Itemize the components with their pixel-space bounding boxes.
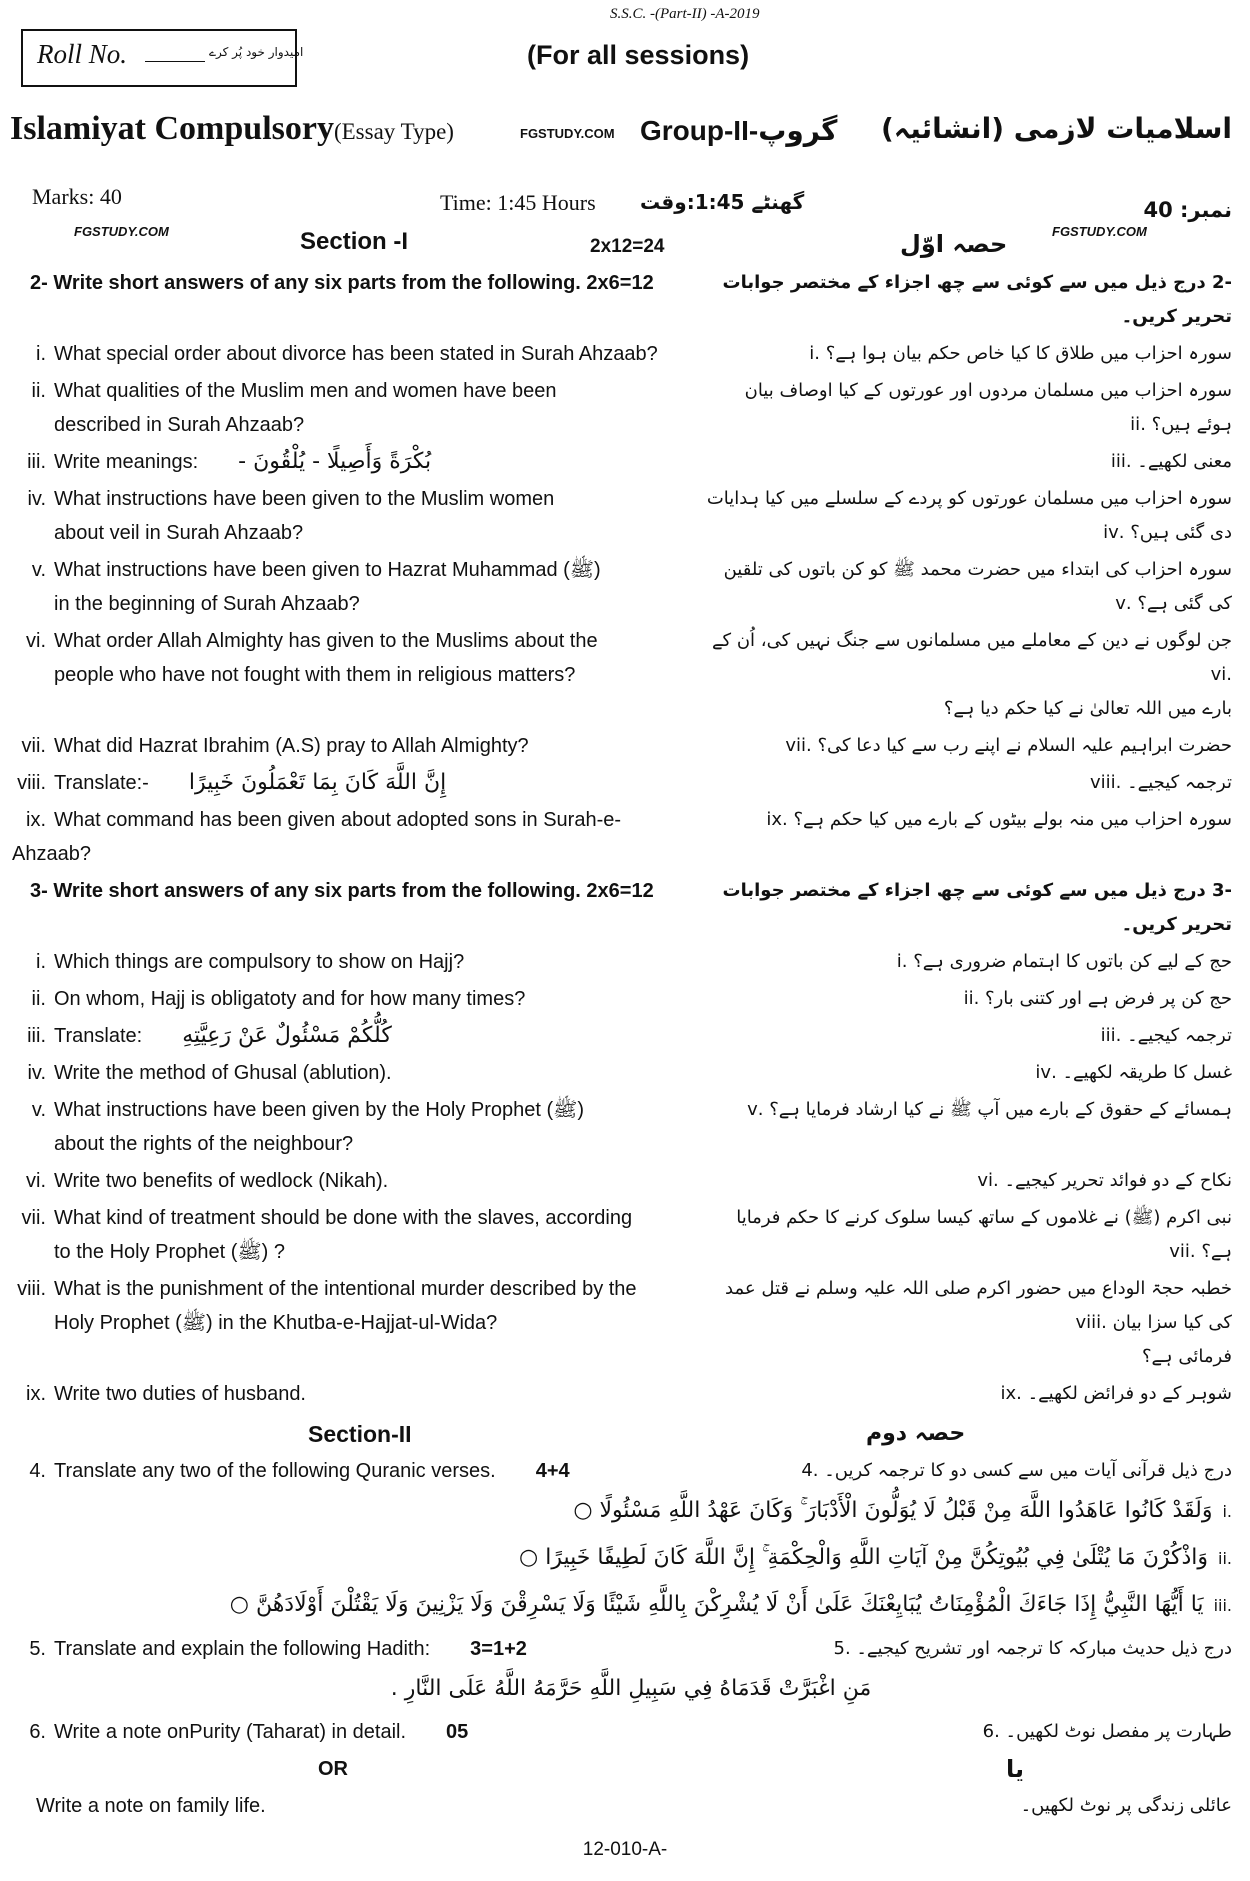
arabic-text: بُكْرَةً وَأَصِيلًا - يُلْقُونَ - xyxy=(238,449,432,474)
item-number: ii. xyxy=(31,380,46,402)
or-label: OR xyxy=(318,1758,348,1780)
sessions-label: (For all sessions) xyxy=(527,40,750,70)
item-number: iv. xyxy=(27,1062,46,1084)
footer-code: 12-010-A- xyxy=(582,1839,668,1860)
question-6-alternative: Write a note on family life. xyxy=(36,1795,266,1817)
question-item xyxy=(0,553,1250,621)
item-urdu xyxy=(706,1272,1250,1374)
item-text-urdu: ترجمہ کیجیے۔ .iii xyxy=(1100,1025,1232,1046)
question-6-urdu: طہارت پر مفصل نوٹ لکھیں۔ .6 xyxy=(982,1721,1232,1742)
item-text-continued: people who have not fought with them in religious matters? xyxy=(54,664,576,686)
question-6-title xyxy=(0,1715,690,1749)
item-urdu xyxy=(706,1093,1250,1127)
hadith-text: مَنِ اغْبَرَّتْ قَدَمَاهُ فِي سَبِيلِ اللَّهِ حَرَّمَهُ اللَّهُ عَلَى النَّارِ . xyxy=(390,1676,872,1701)
q3-header xyxy=(0,874,1250,942)
item-urdu xyxy=(706,1164,1250,1198)
question-item xyxy=(0,945,1250,979)
q3-title-urdu: -3 درج ذیل میں سے کوئی سے چھ اجزاء کے مختصر جوابات تحریر کریں۔ xyxy=(722,880,1232,935)
item-english xyxy=(0,1019,690,1053)
paper-body xyxy=(0,266,1250,1881)
item-text: What instructions have been given by the Holy Prophet (ﷺ) xyxy=(54,1099,585,1121)
item-text: What special order about divorce has been stated in Surah Ahzaab? xyxy=(54,343,658,365)
item-number: i. xyxy=(36,951,46,973)
question-item xyxy=(0,374,1250,442)
item-urdu xyxy=(706,803,1250,837)
quranic-verse-row xyxy=(0,1585,1250,1626)
item-text-continued: about the rights of the neighbour? xyxy=(54,1133,354,1155)
item-text: Write two duties of husband. xyxy=(54,1383,306,1405)
group-label xyxy=(640,114,837,147)
item-english xyxy=(0,482,690,550)
item-english xyxy=(0,1272,690,1340)
item-text: Translate: xyxy=(54,1025,143,1047)
item-english xyxy=(0,945,690,979)
time: Time: 1:45 Hours xyxy=(440,190,596,215)
item-english xyxy=(0,624,690,692)
question-item xyxy=(0,1056,1250,1090)
question-item xyxy=(0,624,1250,726)
question-item xyxy=(0,1093,1250,1161)
item-text: Write the method of Ghusal (ablution). xyxy=(54,1062,392,1084)
verse-number: .iii xyxy=(1213,1596,1232,1615)
question-3 xyxy=(0,874,1250,1411)
arabic-text: إِنَّ اللَّهَ كَانَ بِمَا تَعْمَلُونَ خَبِيرًا xyxy=(188,770,447,795)
paper-header xyxy=(0,0,1250,266)
item-text-continued: in the beginning of Surah Ahzaab? xyxy=(54,593,360,615)
verse-list xyxy=(0,1491,1250,1626)
q2-title: 2- Write short answers of any six parts from the following. 2x6=12 xyxy=(30,272,654,294)
question-6-alternative-urdu: عائلی زندگی پر نوٹ لکھیں۔ xyxy=(1020,1795,1232,1816)
question-4-marks: 4+4 xyxy=(535,1460,570,1482)
item-urdu xyxy=(706,553,1250,621)
roll-urdu: امیدوار خود پُر کرے xyxy=(209,45,304,59)
or-label-urdu: یا xyxy=(1006,1755,1025,1783)
quranic-verse-row xyxy=(0,1491,1250,1532)
item-urdu xyxy=(706,337,1250,371)
question-item xyxy=(0,1164,1250,1198)
item-text-continued: described in Surah Ahzaab? xyxy=(54,414,305,436)
item-number: ix. xyxy=(26,809,46,831)
item-text-continued: to the Holy Prophet (ﷺ) ? xyxy=(54,1241,285,1263)
item-urdu xyxy=(706,1201,1250,1269)
question-item xyxy=(0,337,1250,371)
item-text-urdu: حج کن پر فرض ہے اور کتنی بار؟ .ii xyxy=(963,988,1232,1009)
section-2-title: Section-II xyxy=(308,1421,412,1447)
q3-title: 3- Write short answers of any six parts from the following. 2x6=12 xyxy=(30,880,654,902)
item-text-urdu: خطبہ حجۃ الوداع میں حضور اکرم صلی اللہ علیہ وسلم نے قتل عمد کی کیا سزا بیان .viii xyxy=(725,1278,1232,1333)
item-text-urdu: جن لوگوں نے دین کے معاملے میں مسلمانوں سے جنگ نہیں کی، اُن کے .vi xyxy=(712,630,1232,685)
marks-urdu: نمبر: 40 xyxy=(1143,198,1232,222)
subject-title-urdu: اسلامیات لازمی (انشائیہ) xyxy=(881,112,1232,145)
or-row xyxy=(0,1752,1250,1786)
item-text: What qualities of the Muslim men and women have been xyxy=(54,380,557,402)
item-number: i. xyxy=(36,343,46,365)
item-number: viii. xyxy=(17,772,46,794)
watermark: FGSTUDY.COM xyxy=(74,224,169,239)
item-english xyxy=(0,1056,690,1090)
item-urdu xyxy=(706,945,1250,979)
marks: Marks: 40 xyxy=(32,184,122,209)
verse-number: .ii xyxy=(1218,1549,1232,1568)
item-text-urdu: سورہ احزاب میں طلاق کا کیا خاص حکم بیان ہوا ہے؟ .i xyxy=(809,343,1232,364)
group-en: Group-II- xyxy=(640,115,759,146)
item-urdu xyxy=(706,982,1250,1016)
item-text-urdu: سورہ احزاب میں مسلمان عورتوں کو پردے کے سلسلے میں کیا ہدایات دی گئی ہیں؟ .iv xyxy=(706,488,1232,543)
item-text: Which things are compulsory to show on Hajj? xyxy=(54,951,465,973)
section-1-urdu: حصہ اوّل xyxy=(900,230,1008,258)
item-english xyxy=(0,766,690,800)
subject-name: Islamiyat Compulsory xyxy=(10,110,334,147)
question-6-marks: 05 xyxy=(446,1721,469,1743)
item-urdu xyxy=(706,766,1250,800)
item-text-urdu: نکاح کے دو فوائد تحریر کیجیے۔ .vi xyxy=(977,1170,1232,1191)
item-urdu xyxy=(706,1377,1250,1411)
question-6-header xyxy=(0,1715,1250,1749)
question-item xyxy=(0,1201,1250,1269)
question-4-title xyxy=(0,1454,690,1488)
item-text: What kind of treatment should be done with the slaves, according xyxy=(54,1207,633,1229)
item-text-urdu: معنی لکھیے۔ .iii xyxy=(1110,451,1232,472)
item-text: Write meanings: xyxy=(54,451,199,473)
item-number: vii. xyxy=(21,1207,46,1229)
item-text-urdu: ہمسائے کے حقوق کے بارے میں آپ ﷺ نے کیا ارشاد فرمایا ہے؟ .v xyxy=(747,1099,1232,1120)
item-text: What instructions have been given to the Muslim women xyxy=(54,488,555,510)
question-text: Translate and explain the following Hadith: xyxy=(54,1638,431,1660)
item-text-urdu: شوہر کے دو فرائض لکھیے۔ .ix xyxy=(1000,1383,1232,1404)
item-urdu xyxy=(706,374,1250,442)
item-text: What command has been given about adopted sons in Surah-e-Ahzaab? xyxy=(12,809,622,865)
question-item xyxy=(0,1272,1250,1374)
question-item xyxy=(0,803,1250,871)
item-text: What is the punishment of the intentional murder described by the xyxy=(54,1278,637,1300)
question-5-header xyxy=(0,1632,1250,1666)
watermark: FGSTUDY.COM xyxy=(1052,224,1147,239)
roll-blank xyxy=(145,61,205,62)
item-text-urdu: نبی اکرم (ﷺ) نے غلاموں کے ساتھ کیسا سلوک کرنے کا حکم فرمایا ہے؟ .vii xyxy=(736,1207,1232,1262)
verse-number: .i xyxy=(1222,1502,1232,1521)
item-urdu xyxy=(706,729,1250,763)
question-item xyxy=(0,482,1250,550)
item-text-urdu: حضرت ابراہیم علیہ السلام نے اپنے رب سے کیا دعا کی؟ .vii xyxy=(785,735,1232,756)
subject-title xyxy=(10,110,454,148)
question-5-title xyxy=(0,1632,690,1666)
item-english xyxy=(0,1377,690,1411)
question-5-urdu: درج ذیل حدیث مبارکہ کا ترجمہ اور تشریح کیجیے۔ .5 xyxy=(833,1638,1232,1659)
item-text: On whom, Hajj is obligatoty and for how many times? xyxy=(54,988,526,1010)
item-urdu xyxy=(706,445,1250,479)
section-1-title: Section -I xyxy=(300,228,409,255)
item-number: v. xyxy=(31,1099,46,1121)
item-text-urdu: سورہ احزاب کی ابتداء میں حضرت محمد ﷺ کو کن باتوں کی تلقین کی گئی ہے؟ .v xyxy=(723,559,1232,614)
item-text-urdu: حج کے لیے کن باتوں کا اہتمام ضروری ہے؟ .i xyxy=(896,951,1232,972)
item-urdu xyxy=(706,1056,1250,1090)
arabic-text: كُلُّكُمْ مَسْئُولٌ عَنْ رَعِيَّتِهِ xyxy=(182,1023,392,1048)
item-number: viii. xyxy=(17,1278,46,1300)
item-number: iii. xyxy=(27,451,46,473)
quranic-verse: يَا أَيُّهَا النَّبِيُّ إِذَا جَاءَكَ الْمُؤْمِنَاتُ يُبَايِعْنَكَ عَلَىٰ أَنْ لَا يُشْرِكْنَ بِاللَّهِ شَيْئًا وَلَا يَسْرِقْنَ وَلَا يَزْنِينَ وَلَا يَقْتُلْنَ أَوْلَادَهُنَّ ○ xyxy=(229,1592,1204,1617)
item-urdu xyxy=(706,482,1250,550)
question-6-alternative-row xyxy=(0,1789,1250,1823)
paper-type: (Essay Type) xyxy=(333,119,454,144)
question-item xyxy=(0,729,1250,763)
item-urdu xyxy=(706,1019,1250,1053)
question-2 xyxy=(0,266,1250,871)
item-number: v. xyxy=(31,559,46,581)
item-english xyxy=(0,803,690,871)
item-number: vii. xyxy=(21,735,46,757)
item-english xyxy=(0,337,690,371)
item-english xyxy=(0,982,690,1016)
q2-title-urdu: -2 درج ذیل میں سے کوئی سے چھ اجزاء کے مختصر جوابات تحریر کریں۔ xyxy=(722,272,1232,327)
watermark: FGSTUDY.COM xyxy=(520,126,615,141)
roll-label: Roll No. xyxy=(37,39,128,69)
question-item xyxy=(0,766,1250,800)
quranic-verse-row xyxy=(0,1538,1250,1579)
item-english xyxy=(0,1201,690,1269)
question-item xyxy=(0,1377,1250,1411)
item-text: What order Allah Almighty has given to the Muslims about the xyxy=(54,630,598,652)
item-text-urdu-continued: فرمائی ہے؟ xyxy=(1141,1346,1232,1367)
item-text-urdu: سورہ احزاب میں مسلمان مردوں اور عورتوں کے کیا اوصاف بیان ہوئے ہیں؟ .ii xyxy=(744,380,1232,435)
question-item xyxy=(0,982,1250,1016)
item-english xyxy=(0,729,690,763)
question-text: Translate any two of the following Quranic verses. xyxy=(54,1460,496,1482)
section-2-header xyxy=(0,1417,1250,1451)
q2-header xyxy=(0,266,1250,334)
item-text-urdu: سورہ احزاب میں منہ بولے بیٹوں کے بارے میں کیا حکم ہے؟ .ix xyxy=(766,809,1232,830)
question-4-urdu: درج ذیل قرآنی آیات میں سے کسی دو کا ترجمہ کریں۔ .4 xyxy=(801,1460,1232,1481)
item-text-urdu: غسل کا طریقہ لکھیے۔ .iv xyxy=(1035,1062,1232,1083)
item-urdu xyxy=(706,624,1250,726)
item-number: ix. xyxy=(26,1383,46,1405)
item-english xyxy=(0,1093,690,1161)
question-number: 5. xyxy=(29,1638,46,1660)
item-number: vi. xyxy=(26,630,46,652)
section-2-urdu: حصہ دوم xyxy=(866,1421,966,1446)
item-number: vi. xyxy=(26,1170,46,1192)
item-text: Write two benefits of wedlock (Nikah). xyxy=(54,1170,389,1192)
group-urdu: گروپ xyxy=(758,114,838,147)
item-text-urdu-continued: بارے میں اللہ تعالیٰ نے کیا حکم دیا ہے؟ xyxy=(943,698,1232,719)
time-urdu: گھنٹے 1:45:وقت xyxy=(640,190,805,214)
question-5-marks: 3=1+2 xyxy=(470,1638,527,1660)
item-number: ii. xyxy=(31,988,46,1010)
item-text: What instructions have been given to Hazrat Muhammad (ﷺ) xyxy=(54,559,601,581)
item-text-continued: Holy Prophet (ﷺ) in the Khutba-e-Hajjat-ul-Wida? xyxy=(54,1312,498,1334)
item-number: iv. xyxy=(27,488,46,510)
quranic-verse: وَاذْكُرْنَ مَا يُتْلَىٰ فِي بُيُوتِكُنَّ مِنْ آيَاتِ اللَّهِ وَالْحِكْمَةِ ۚ إِنَّ اللَّهَ كَانَ لَطِيفًا خَبِيرًا ○ xyxy=(519,1545,1209,1570)
question-item xyxy=(0,1019,1250,1053)
item-english xyxy=(0,445,690,479)
question-item xyxy=(0,445,1250,479)
quranic-verse: وَلَقَدْ كَانُوا عَاهَدُوا اللَّهَ مِنْ قَبْلُ لَا يُوَلُّونَ الْأَدْبَارَ ۚ وَكَانَ عَهْدُ اللَّهِ مَسْئُولًا ○ xyxy=(573,1498,1213,1523)
item-number: iii. xyxy=(27,1025,46,1047)
item-text: What did Hazrat Ibrahim (A.S) pray to Allah Almighty? xyxy=(54,735,529,757)
question-number: 6. xyxy=(29,1721,46,1743)
question-number: 4. xyxy=(29,1460,46,1482)
item-text-continued: about veil in Surah Ahzaab? xyxy=(54,522,304,544)
item-text-urdu: ترجمہ کیجیے۔ .viii xyxy=(1090,772,1232,793)
question-4-header xyxy=(0,1454,1250,1488)
item-english xyxy=(0,374,690,442)
question-text: Write a note onPurity (Taharat) in detail. xyxy=(54,1721,407,1743)
item-english xyxy=(0,553,690,621)
section-1-marks: 2x12=24 xyxy=(590,236,665,257)
item-text: Translate:- xyxy=(54,772,149,794)
roll-number-box xyxy=(21,29,304,87)
paper-code: S.S.C. -(Part-II) -A-2019 xyxy=(610,6,760,22)
item-english xyxy=(0,1164,690,1198)
